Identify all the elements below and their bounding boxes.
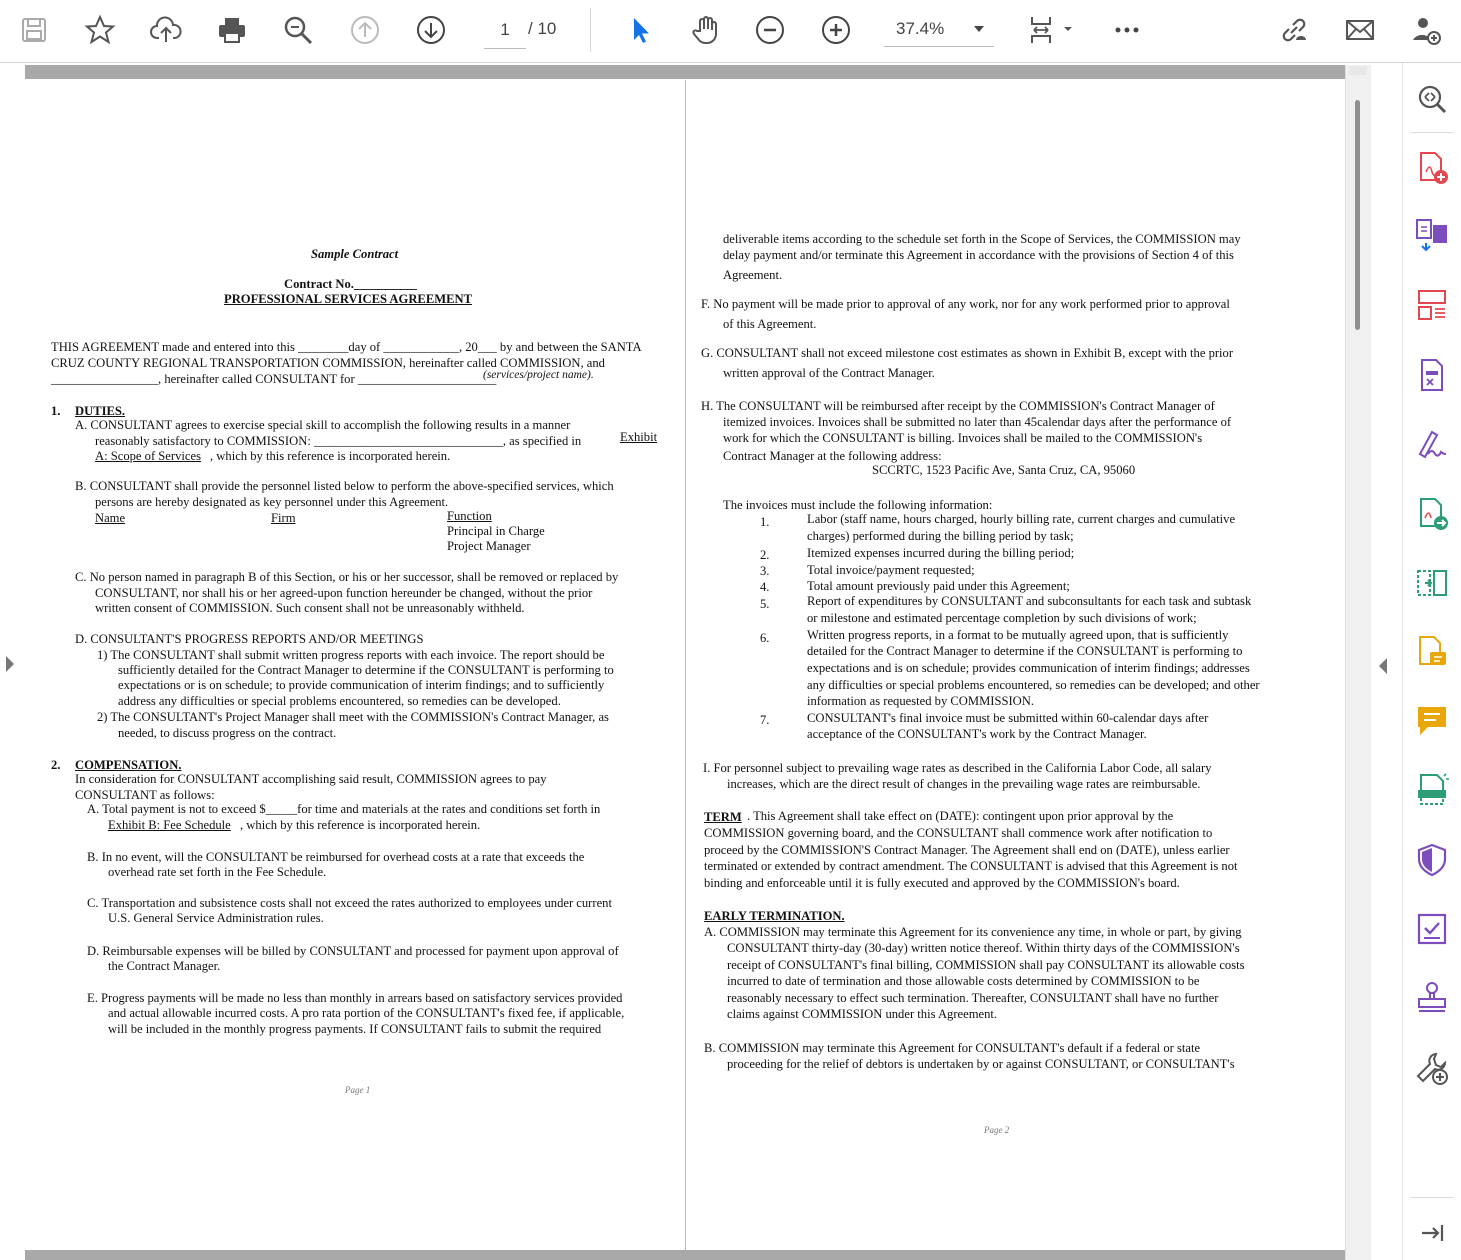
col-name-header: Name	[95, 511, 126, 525]
invoice-item-text: detailed for the Contract Manager to determine if the CONSULTANT is performing to	[807, 644, 1243, 658]
bookmark-star-icon[interactable]	[80, 10, 120, 50]
early-termination-a-line-2: CONSULTANT thirty-day (30-day) written notice thereof. Within thirty days of the COMMISSION's	[727, 941, 1240, 955]
email-icon[interactable]	[1340, 10, 1380, 50]
save-icon[interactable]	[14, 10, 54, 50]
clause-g-line-2: written approval of the Contract Manager.	[723, 366, 935, 380]
duties-d1-line-4: address any difficulties or special problems encountered, so remedies can be developed.	[118, 694, 561, 708]
add-user-icon[interactable]	[1406, 10, 1446, 50]
scroll-up-button[interactable]	[1349, 66, 1367, 75]
top-toolbar	[0, 0, 1461, 63]
invoice-item-number: 6.	[760, 631, 770, 645]
exhibit-a-link[interactable]: Exhibit	[620, 430, 658, 444]
early-termination-a-line-3: receipt of CONSULTANT's final billing, COMMISSION shall pay CONSULTANT its allowable costs	[727, 958, 1245, 972]
invoice-item-text: or milestone and estimated percentage completion by such divisions of work;	[807, 611, 1197, 625]
early-termination-b-line-1: B. COMMISSION may terminate this Agreement for CONSULTANT's default if a federal or state	[704, 1041, 1201, 1055]
request-signature-icon[interactable]	[1412, 909, 1452, 949]
compensation-d-line-2: the Contract Manager.	[108, 959, 221, 973]
early-termination-title: EARLY TERMINATION.	[704, 909, 845, 923]
term-line-5: binding and enforceable until it is fully executed and approved by the COMMISSION's board.	[704, 876, 1180, 890]
duties-d2-line-1: 2) The CONSULTANT's Project Manager shall meet with the COMMISSION's Contract Manager, as	[97, 710, 609, 724]
p2-cont-line-1: deliverable items according to the schedule set forth in the Scope of Services, the COMMISSION may	[723, 232, 1241, 246]
zoom-out-icon[interactable]	[750, 10, 790, 50]
p2-cont-line-3: Agreement.	[723, 268, 783, 282]
section-2-title: COMPENSATION.	[75, 758, 182, 772]
zoom-in-icon[interactable]	[816, 10, 856, 50]
zoom-panel-icon[interactable]	[1412, 79, 1452, 119]
duties-a-line-2: reasonably satisfactory to COMMISSION: ______________________________, as specified in	[95, 434, 582, 448]
duties-c-line-1: C. No person named in paragraph B of this Section, or his or her successor, shall be removed or replaced by	[75, 570, 619, 584]
invoice-item-text: Itemized expenses incurred during the billing period;	[807, 546, 1075, 560]
comment-icon[interactable]	[1412, 701, 1452, 741]
collapse-panel-icon[interactable]	[1412, 1213, 1452, 1253]
clause-h-line-3: work for which the CONSULTANT is billing. Invoices shall be mailed to the COMMISSION's	[723, 431, 1203, 445]
invoice-item-text: Total invoice/payment requested;	[807, 563, 975, 577]
intro-line-1: THIS AGREEMENT made and entered into this ________day of ____________, 20___ by and between the SANTA	[51, 340, 642, 354]
compress-icon[interactable]	[1412, 563, 1452, 603]
compensation-c-line-2: U.S. General Service Administration rules.	[108, 911, 324, 925]
compensation-e-line-2: and actual allowable incurred costs. A pro rata portion of the CONSULTANT's fixed fee, if applicable,	[108, 1006, 625, 1020]
expand-left-panel-icon[interactable]	[6, 656, 14, 672]
organize-pages-icon[interactable]	[1412, 286, 1452, 326]
zoom-value: 37.4%	[896, 19, 945, 38]
term-line-4: terminated or extended by contract amendment. The CONSULTANT is advised that this Agreement is not	[704, 859, 1238, 873]
toolbar-divider	[590, 8, 591, 52]
duties-b-line-1: B. CONSULTANT shall provide the personnel listed below to perform the above-specified services, which	[75, 479, 614, 493]
duties-d2-line-2: needed, to discuss progress on the contract.	[118, 726, 337, 740]
clause-h-line-2: itemized invoices. Invoices shall be submitted no later than 45calendar days after the performance of	[723, 415, 1232, 429]
compensation-a-line-1: A. Total payment is not to exceed $_____for time and materials at the rates and conditions set forth in	[87, 802, 601, 816]
compensation-c-line-1: C. Transportation and subsistence costs shall not exceed the rates authorized to employees under current	[87, 896, 612, 910]
compensation-d-line-1: D. Reimbursable expenses will be billed by CONSULTANT and processed for payment upon approval of	[87, 944, 619, 958]
invoice-item-text: Report of expenditures by CONSULTANT and subconsultants for each task and subtask	[807, 594, 1252, 608]
page-fit-icon[interactable]	[1022, 10, 1078, 50]
print-icon[interactable]	[212, 10, 252, 50]
clause-h-line-4: Contract Manager at the following address:	[723, 449, 942, 463]
cloud-upload-icon[interactable]	[146, 10, 186, 50]
p2-cont-line-2: delay payment and/or terminate this Agreement in accordance with the provisions of Section 4 of this	[723, 248, 1234, 262]
invoice-item-text: any difficulties or special problems encountered, so remedies can be developed; and other	[807, 678, 1260, 692]
invoice-item-text: information as requested by COMMISSION.	[807, 694, 1035, 708]
fee-schedule-link[interactable]: Exhibit B: Fee Schedule	[108, 818, 231, 832]
scrollbar-thumb[interactable]	[1355, 100, 1360, 330]
contract-number: Contract No.__________	[284, 277, 417, 291]
compensation-a-line-2: , which by this reference is incorporated herein.	[240, 818, 481, 832]
page-number-input[interactable]	[484, 12, 526, 49]
compensation-e-line-3: will be included in the monthly progress payments. If CONSULTANT fails to submit the required	[108, 1022, 602, 1036]
section-2-number: 2.	[51, 758, 61, 772]
invoice-intro: The invoices must include the following information:	[723, 498, 993, 512]
pdf-page-1	[25, 80, 683, 1250]
collapse-right-panel-icon[interactable]	[1379, 658, 1387, 674]
col-firm-header: Firm	[271, 511, 296, 525]
early-termination-a-line-5: reasonably necessary to effect such termination. Thereafter, CONSULTANT shall have no further	[727, 991, 1219, 1005]
page-2-footer: Page 2	[984, 1125, 1010, 1135]
link-share-icon[interactable]	[1274, 10, 1314, 50]
export-arrow-icon[interactable]	[1412, 494, 1452, 534]
compensation-line-2: CONSULTANT as follows:	[75, 788, 215, 802]
col-function-header: Function	[447, 509, 492, 523]
duties-b-line-2: persons are hereby designated as key personnel under this Agreement.	[95, 495, 449, 509]
stamp-icon[interactable]	[1412, 978, 1452, 1018]
term-line-3: proceed by the COMMISSION'S Contract Manager. The Agreement shall end on (DATE), unless earlier	[704, 843, 1230, 857]
chevron-down-icon	[974, 26, 984, 32]
next-page-icon[interactable]	[411, 10, 451, 50]
fill-sign-icon[interactable]	[1412, 424, 1452, 464]
more-icon[interactable]	[1107, 10, 1147, 50]
scan-icon[interactable]	[1412, 770, 1452, 810]
duties-d1-line-2: sufficiently detailed for the Contract Manager to determine if the CONSULTANT is performing to	[118, 663, 614, 677]
page-gap-bottom	[25, 1250, 1370, 1260]
early-termination-a-line-4: incurred to date of termination and those allowable costs determined by COMMISSION to be	[727, 974, 1200, 988]
early-termination-b-line-2: proceeding for the relief of debtors is undertaken by or against CONSULTANT, or CONSULTANT's	[727, 1057, 1235, 1071]
intro-line-3: _________________, hereinafter called CONSULTANT for ______________________	[51, 372, 497, 386]
duties-d1-line-3: expectations or is on schedule; to provide communication of interim findings; and to sufficiently	[118, 678, 605, 692]
compensation-e-line-1: E. Progress payments will be made no less than monthly in arrears based on satisfactory services provided	[87, 991, 623, 1005]
function-principal: Principal in Charge	[447, 524, 545, 538]
compensation-line-1: In consideration for CONSULTANT accomplishing said result, COMMISSION agrees to pay	[75, 772, 547, 786]
clause-g-line-1: G. CONSULTANT shall not exceed milestone cost estimates as shown in Exhibit B, except with the prior	[701, 346, 1234, 360]
clause-f-line-1: F. No payment will be made prior to approval of any work, nor for any work performed prior to approval	[701, 297, 1230, 311]
clause-f-line-2: of this Agreement.	[723, 317, 817, 331]
section-1-title: DUTIES.	[75, 404, 126, 418]
panel-divider	[1410, 132, 1454, 133]
early-termination-a-line-6: claims against COMMISSION under this Agreement.	[727, 1007, 998, 1021]
invoice-item-number: 2.	[760, 548, 770, 562]
zoom-dropdown[interactable]	[884, 12, 994, 47]
function-project-manager: Project Manager	[447, 539, 531, 553]
section-1-number: 1.	[51, 404, 61, 418]
doc-title: Sample Contract	[311, 247, 399, 261]
combine-files-icon[interactable]	[1412, 215, 1452, 255]
duties-c-line-3: written consent of COMMISSION. Such consent shall not be unreasonably withheld.	[95, 601, 525, 615]
compensation-b-line-1: B. In no event, will the CONSULTANT be reimbursed for overhead costs at a rate that exceeds the	[87, 850, 585, 864]
invoice-item-number: 7.	[760, 713, 770, 727]
intro-services-note: (services/project name).	[483, 369, 594, 381]
term-line-1: . This Agreement shall take effect on (DATE): contingent upon prior approval by the	[747, 809, 1174, 823]
invoice-item-text: Total amount previously paid under this Agreement;	[807, 579, 1070, 593]
agreement-heading: PROFESSIONAL SERVICES AGREEMENT	[224, 292, 472, 306]
mailing-address: SCCRTC, 1523 Pacific Ave, Santa Cruz, CA, 95060	[872, 463, 1136, 477]
early-termination-a-line-1: A. COMMISSION may terminate this Agreement for its convenience any time, in whole or part, by giving	[704, 925, 1242, 939]
clause-i-line-2: increases, which are the direct result of changes in the prevailing wage rates are reimbursable.	[727, 777, 1201, 791]
clause-h-line-1: H. The CONSULTANT will be reimbursed after receipt by the COMMISSION's Contract Manager of	[701, 399, 1215, 413]
term-title: TERM	[704, 810, 742, 824]
duties-c-line-2: CONSULTANT, nor shall his or her agreed-upon function hereunder be changed, without the prior	[95, 586, 593, 600]
edit-pdf-icon[interactable]	[1412, 632, 1452, 672]
duties-a-line-1: A. CONSULTANT agrees to exercise special skill to accomplish the following results in a manner	[75, 418, 571, 432]
hand-tool-icon[interactable]	[686, 10, 726, 50]
term-line-2: COMMISSION governing board, and the CONSULTANT shall commence work after notification to	[704, 826, 1213, 840]
invoice-item-number: 5.	[760, 597, 770, 611]
page-1-footer: Page 1	[345, 1085, 371, 1095]
invoice-item-number: 1.	[760, 515, 770, 529]
invoice-item-text: Labor (staff name, hours charged, hourly billing rate, current charges and cumulative	[807, 512, 1236, 526]
scope-of-services-link[interactable]: A: Scope of Services	[95, 449, 201, 463]
create-pdf-icon[interactable]	[1412, 148, 1452, 188]
invoice-item-text: Written progress reports, in a format to be mutually agreed upon, that is sufficiently	[807, 628, 1229, 642]
invoice-item-text: acceptance of the CONSULTANT's work by the Contract Manager.	[807, 727, 1147, 741]
intro-line-2: CRUZ COUNTY REGIONAL TRANSPORTATION COMMISSION, hereinafter called COMMISSION, and	[51, 356, 605, 370]
duties-a-line-3: , which by this reference is incorporated herein.	[210, 449, 451, 463]
previous-page-icon[interactable]	[345, 10, 385, 50]
invoice-item-text: expectations and is on schedule; provides communication of interim findings; addresses	[807, 661, 1250, 675]
invoice-item-text: CONSULTANT's final invoice must be submitted within 60-calendar days after	[807, 711, 1209, 725]
duties-d1-line-1: 1) The CONSULTANT shall submit written progress reports with each invoice. The report should be	[97, 648, 605, 662]
page-total-label: / 10	[528, 19, 557, 38]
export-pdf-icon[interactable]	[1412, 355, 1452, 395]
compensation-b-line-2: overhead rate set forth in the Fee Schedule.	[108, 865, 327, 879]
clause-i-line-1: I. For personnel subject to prevailing wage rates as described in the California Labor Code, all salary	[703, 761, 1212, 775]
panel-divider	[1410, 1197, 1454, 1198]
zoom-search-icon[interactable]	[278, 10, 318, 50]
invoice-item-text: charges) performed during the billing period by task;	[807, 529, 1074, 543]
duties-d-heading: D. CONSULTANT'S PROGRESS REPORTS AND/OR MEETINGS	[75, 632, 424, 646]
protect-icon[interactable]	[1412, 840, 1452, 880]
select-cursor-icon[interactable]	[620, 10, 660, 50]
invoice-item-number: 4.	[760, 580, 770, 594]
invoice-item-number: 3.	[760, 564, 770, 578]
page-gap-top	[25, 65, 1370, 79]
more-tools-icon[interactable]	[1412, 1048, 1452, 1088]
pdf-page-2	[685, 80, 1346, 1250]
